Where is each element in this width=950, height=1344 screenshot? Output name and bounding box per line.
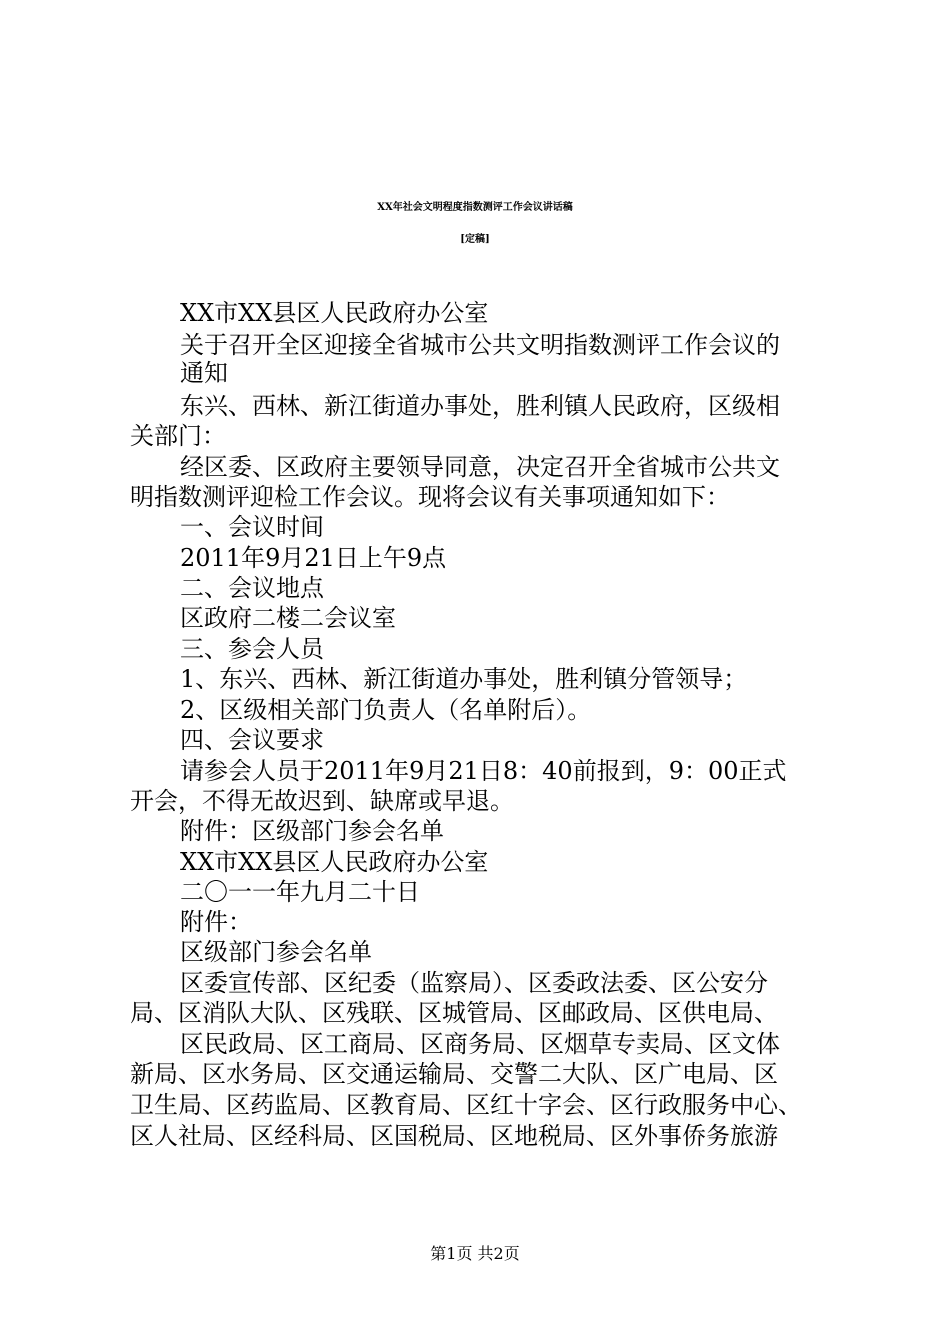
body-line: 东兴、西林、新江街道办事处，胜利镇人民政府，区级相: [180, 392, 780, 420]
page-indicator: 第1页 共2页: [430, 1244, 520, 1263]
body-line: 关部门：: [130, 422, 226, 450]
body-line: 附件：: [180, 908, 252, 936]
body-line: 四、会议要求: [180, 726, 324, 754]
body-line: 卫生局、区药监局、区教育局、区红十字会、区行政服务中心、: [130, 1091, 802, 1119]
body-line: 三、参会人员: [180, 635, 324, 663]
body-line: 通知: [180, 359, 228, 387]
body-line: XX市XX县区人民政府办公室: [180, 299, 489, 327]
body-line: 一、会议时间: [180, 513, 324, 541]
body-line: 二、会议地点: [180, 574, 324, 602]
body-line: 经区委、区政府主要领导同意，决定召开全省城市公共文: [180, 453, 780, 481]
body-line: 请参会人员于2011年9月21日8：40前报到，9：00正式: [180, 757, 787, 785]
body-line: 2011年9月21日上午9点: [180, 544, 447, 572]
body-line: 开会，不得无故迟到、缺席或早退。: [130, 787, 514, 815]
body-line: 2、区级相关部门负责人（名单附后）。: [180, 696, 592, 724]
body-line: 关于召开全区迎接全省城市公共文明指数测评工作会议的: [180, 331, 780, 359]
body-line: 区级部门参会名单: [180, 938, 372, 966]
document-title-suffix: [定稿]: [460, 234, 490, 245]
body-line: 1、东兴、西林、新江街道办事处，胜利镇分管领导；: [180, 665, 748, 693]
body-line: 明指数测评迎检工作会议。现将会议有关事项通知如下：: [130, 483, 730, 511]
body-line: XX市XX县区人民政府办公室: [180, 848, 489, 876]
body-line: 区人社局、区经科局、区国税局、区地税局、区外事侨务旅游: [130, 1122, 778, 1150]
body-line: 局、区消队大队、区残联、区城管局、区邮政局、区供电局、: [130, 999, 778, 1027]
body-line: 区政府二楼二会议室: [180, 604, 396, 632]
body-line: 二〇一一年九月二十日: [180, 878, 420, 906]
body-line: 区民政局、区工商局、区商务局、区烟草专卖局、区文体: [180, 1030, 780, 1058]
body-line: 新局、区水务局、区交通运输局、交警二大队、区广电局、区: [130, 1060, 778, 1088]
body-line: 区委宣传部、区纪委（监察局）、区委政法委、区公安分: [180, 969, 768, 997]
body-line: 附件：区级部门参会名单: [180, 817, 444, 845]
document-title: XX年社会文明程度指数测评工作会议讲话稿: [377, 202, 573, 213]
